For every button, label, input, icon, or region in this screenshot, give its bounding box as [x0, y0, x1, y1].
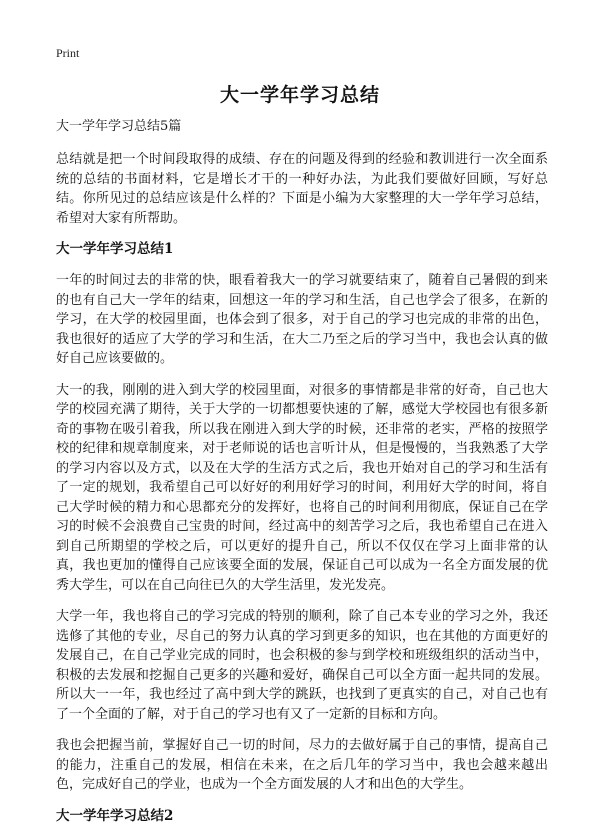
- print-label: Print: [56, 46, 80, 60]
- document-subtitle: 大一学年学习总结5篇: [56, 119, 182, 134]
- section-1-paragraph: 大学一年，我也将自己的学习完成的特别的顺利，除了自己本专业的学习之外，我还选修了其他的专业，尽自己的努力认真的学习到更多的知识，也在其他的方面更好的发展自己，在自己学业完成的同时，也会积极的参与到学校和班级组织的活动当中，积极的去发展和挖掘自己更多的兴趣和爱好，确保自己可以全方面一起共同的发展。所以大一一年，我也经过了高中到大学的跳跃，也找到了更真实的自己，对自己也有了一个全面的了解，对于自己的学习也有又了一定新的目标和方向。: [56, 609, 548, 722]
- section-1-paragraph: 我也会把握当前，掌握好自己一切的时间，尽力的去做好属于自己的事情，提高自己的能力，注重自己的发展，相信在未来，在之后几年的学习当中，我也会越来越出色，完成好自己的学业，也成为一个全方面发展的人才和出色的大学生。: [56, 738, 548, 792]
- section-heading-2: 大一学年学习总结2: [56, 807, 174, 824]
- section-1-paragraph: 一年的时间过去的非常的快，眼看着我大一的学习就要结束了，随着自己暑假的到来的也有自己大一学年的结束，回想这一年的学习和生活，自己也学会了很多，在新的学习，在大学的校园里面，也体会到了很多，对于自己的学习也完成的非常的出色，我也很好的适应了大学的学习和生活，在大二乃至之后的学习当中，我也会认真的做好自己应该要做的。: [56, 273, 548, 366]
- section-1-paragraph: 大一的我，刚刚的进入到大学的校园里面，对很多的事情都是非常的好奇，自己也大学的校园充满了期待，关于大学的一切都想要快速的了解，感觉大学校园也有很多新奇的事物在吸引着我，所以我在刚进入到大学的时候，还非常的老实，严格的按照学校的纪律和规章制度来，对于老师说的话也言听计从，但是慢慢的，当我熟悉了大学的学习内容以及方式，以及在大学的生活方式之后，我也开始对自己的学习和生活有了一定的规划，我希望自己可以好好的利用好学习的时间，利用好大学的时间，将自己大学时候的精力和心思都充分的发挥好，也将自己的时间利用彻底，保证自己在学习的时候不会浪费自己宝贵的时间，经过高中的刻苦学习之后，我也希望自己在进入到自己所期望的学校之后，可以更好的提升自己，所以不仅仅在学习上面非常的认真，我也更加的懂得自己应该要全面的发展，保证自己可以成为一名全方面发展的优秀大学生，可以在自己向往已久的大学生活里，发光发亮。: [56, 382, 548, 593]
- document-title: 大一学年学习总结: [219, 84, 380, 106]
- intro-paragraph: 总结就是把一个时间段取得的成绩、存在的问题及得到的经验和教训进行一次全面系统的总结的书面材料，它是增长才干的一种好办法，为此我们要做好回顾，写好总结。你所见过的总结应该是什么样的？下面是小编为大家整理的大一学年学习总结，希望对大家有所帮助。: [56, 152, 548, 226]
- document-body: [56, 118, 548, 838]
- section-heading-1: 大一学年学习总结1: [56, 241, 174, 257]
